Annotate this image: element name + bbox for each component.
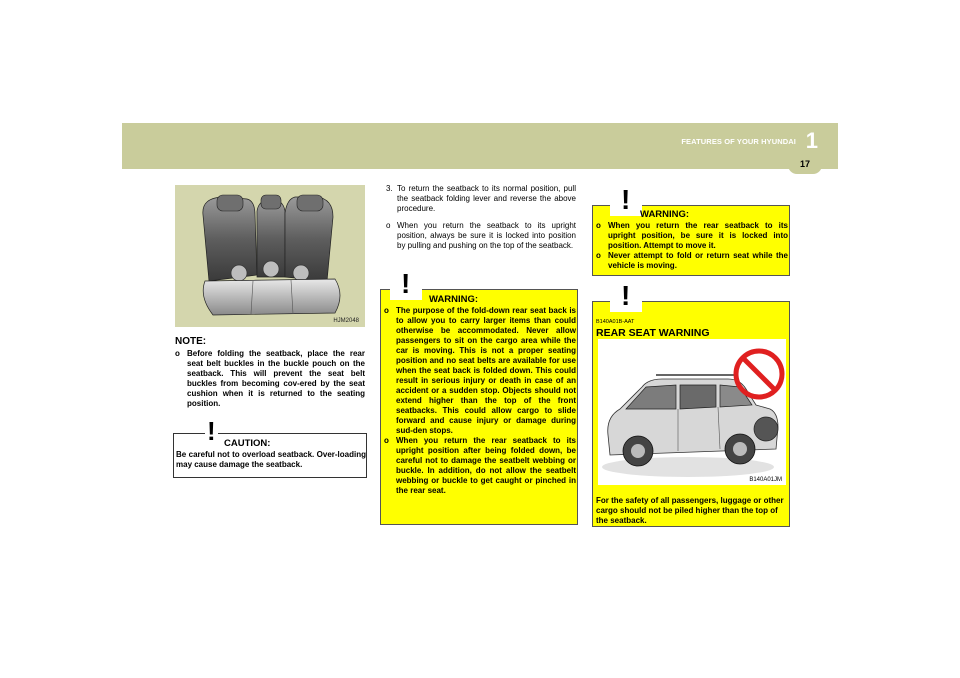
rear-seat-figure [175, 185, 365, 327]
list-bullet: o [175, 349, 180, 358]
caution-exclamation-icon: ! [207, 416, 216, 446]
list-bullet: o [384, 436, 389, 445]
list-text: Before folding the seatback, place the rear seat belt buckles in the buckle pouch on the seatback. This will prevent the seat belt buckles from becoming cov-ered by the seat cushion when it is returned to the seating position. [187, 349, 365, 408]
list-bullet: o [384, 306, 389, 315]
header-band [122, 123, 838, 169]
warning-title: WARNING: [640, 209, 690, 220]
chapter-number: 1 [805, 128, 818, 153]
rear-seat-illustration [175, 185, 365, 327]
list-bullet: 3. [386, 184, 393, 193]
car-figure [598, 339, 786, 485]
section-title: FEATURES OF YOUR HYUNDAI [681, 137, 796, 146]
list-bullet: o [596, 221, 601, 230]
caution-box [173, 416, 367, 478]
note-block [175, 336, 365, 409]
section-code: B140A01B-AAT [596, 319, 635, 325]
warning-title: WARNING: [429, 294, 479, 305]
warning-exclamation-icon: ! [390, 272, 422, 300]
warning-body [384, 306, 576, 496]
figure-label: HJM2048 [333, 318, 359, 324]
warning-box-return-seat [592, 184, 790, 276]
list-item [386, 184, 576, 214]
prohibition-icon [732, 347, 786, 401]
warning-body [596, 221, 788, 271]
warning-box-fold-down [380, 268, 578, 525]
list-item [596, 221, 788, 251]
rear-seat-warning-title: REAR SEAT WARNING [596, 327, 710, 339]
rear-seat-warning-box [592, 280, 790, 527]
warning-exclamation-icon: ! [610, 188, 642, 216]
warning-exclamation-icon: ! [610, 284, 642, 312]
list-item [384, 306, 576, 436]
list-bullet: o [596, 251, 601, 260]
list-text: When you return the rear seatback to its upright position, be sure it is locked into position. Attempt to move it. [608, 221, 788, 250]
caution-text: Be careful not to overload seatback. Over-loading may cause damage the seatback. [176, 450, 366, 469]
page-number: 17 [799, 159, 810, 169]
note-title: NOTE: [175, 336, 207, 347]
list-bullet: o [386, 221, 391, 230]
list-item [386, 221, 576, 251]
figure-label: B140A01JM [749, 477, 782, 483]
page-tab [788, 156, 822, 174]
list-item [384, 436, 576, 496]
list-item [175, 349, 365, 409]
list-text: When you return the rear seatback to its upright position after being folded down, be careful not to damage the seatbelt webbing or buckle. In addition, do not allow the seatbelt webbing or buckle to get caught or pinched in the rear seat. [396, 436, 576, 495]
list-text: When you return the seatback to its upright position, always be sure it is locked into position by pulling and pushing on the top of the seatback. [397, 221, 576, 250]
list-text: Never attempt to fold or return seat while the vehicle is moving. [608, 251, 788, 270]
procedure-text [386, 184, 576, 258]
list-item [596, 251, 788, 271]
caution-title: CAUTION: [224, 438, 271, 449]
rear-seat-warning-text: For the safety of all passengers, luggage or other cargo should not be piled higher than the top of the seatback. [596, 496, 784, 525]
list-text: To return the seatback to its normal position, pull the seatback folding lever and reverse the above procedure. [397, 184, 576, 213]
list-text: The purpose of the fold-down rear seat back is to allow you to carry larger items than could otherwise be accommodated. Never allow passengers to sit on the cargo area while the car is moving. This is not a proper seating position and no seat belts are available for use when the seat back is folded down. This could result in serious injury or death in case of an accident or a sudden stop. Objects should not extend higher than the top of the front seatbacks. This could allow cargo to slide forward and cause injury or damage during sud-den stops. [396, 306, 576, 435]
